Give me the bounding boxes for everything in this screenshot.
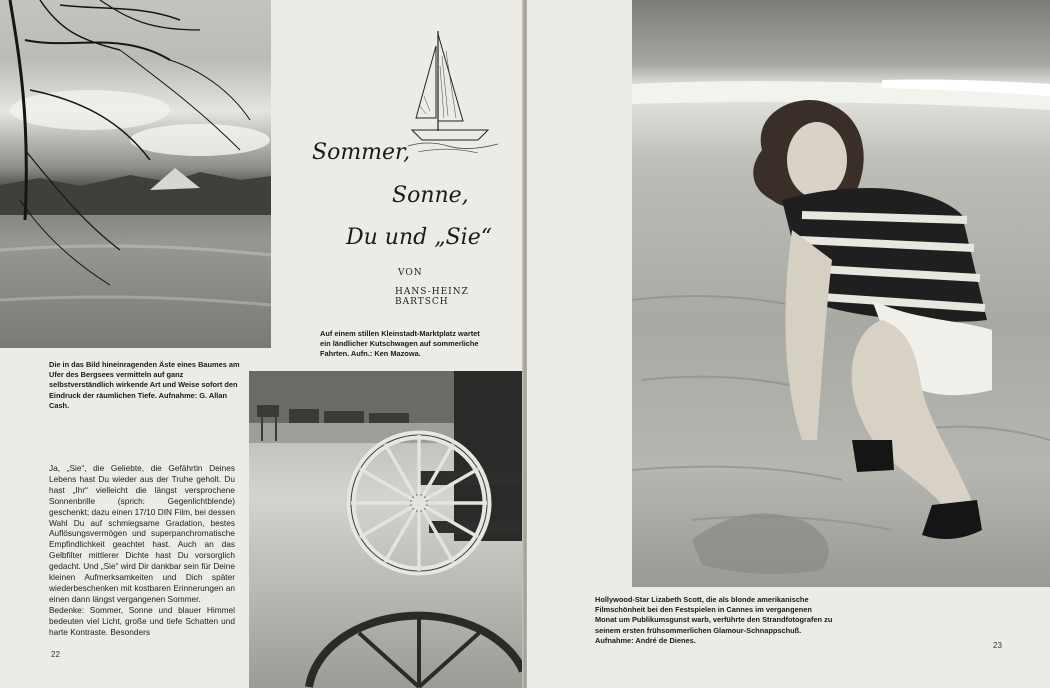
article-paragraph-2: Bedenke: Sommer, Sonne und blauer Himmel bedeuten viel Licht, große und tiefe Schatten und harte Kontraste. Besonders <box>49 604 235 637</box>
page-number-right: 23 <box>993 641 1002 650</box>
article-paragraph-1: Ja, „Sie“, die Geliebte, die Gefährtin Deines Lebens hast Du wieder aus der Truhe geholt. Du hast „Ihr“ vielleicht die längst versprochene Sonnenbrille (sprich: Gegenlichtblende) geschenkt; dazu einen 17/10 DIN Film, bei dessen Wahl Du auf schmiegsame Gradation, bestes Auflösungsvermögen und superpanchromatische Empfindlichkeit geachtet hast. Auch an das Gelbfilter mittlerer Dichte hast Du vorsorglich gedacht. Und „Sie“ wird Dir dankbar sein für Deine kleinen Aufmerksamkeiten und Dich später wiederbeschenken mit kostbaren Erinnerungen an einen dann längst vergangenen Sommer. <box>49 463 235 604</box>
page-number-left: 22 <box>51 650 60 659</box>
title-line-3: Du und „Sie“ <box>346 225 492 250</box>
market-photo-caption: Auf einem stillen Kleinstadt-Marktplatz wartet ein ländlicher Kutschwagen auf sommerliche Fahrten. Aufn.: Ken Mazowa. <box>320 329 480 359</box>
woman-on-beach-illustration <box>632 0 1050 587</box>
right-page <box>527 0 1050 688</box>
byline-von: VON <box>398 268 423 278</box>
lake-photo <box>0 0 271 348</box>
beach-photo-caption: Hollywood-Star Lizabeth Scott, die als blonde amerikanische Filmschönheit bei den Festspielen in Cannes im vergangenen Monat um Publikumsgunst warb, verführte den Strandfotografen zu seinem ersten frühsommerlichen Glamour-Schnappschuß. Aufnahme: André de Dienes. <box>595 595 833 645</box>
title-line-2: Sonne, <box>392 183 469 208</box>
carriage-wheel-illustration <box>249 371 523 688</box>
title-line-1: Sommer, <box>312 140 411 165</box>
lake-branches-illustration <box>0 0 271 348</box>
sailboat-icon <box>408 26 500 156</box>
left-page <box>0 0 523 688</box>
byline-author: HANS-HEINZ BARTSCH <box>395 287 469 307</box>
article-body <box>49 463 235 638</box>
carriage-photo <box>249 371 523 688</box>
beach-photo <box>632 0 1050 587</box>
lake-photo-caption: Die in das Bild hineinragenden Äste eines Baumes am Ufer des Bergsees vermitteln auf ganz selbstverständlich wirkende Art und Weise sofort den Eindruck der räumlichen Tiefe. Aufnahme: G. Allan Cash. <box>49 360 240 410</box>
